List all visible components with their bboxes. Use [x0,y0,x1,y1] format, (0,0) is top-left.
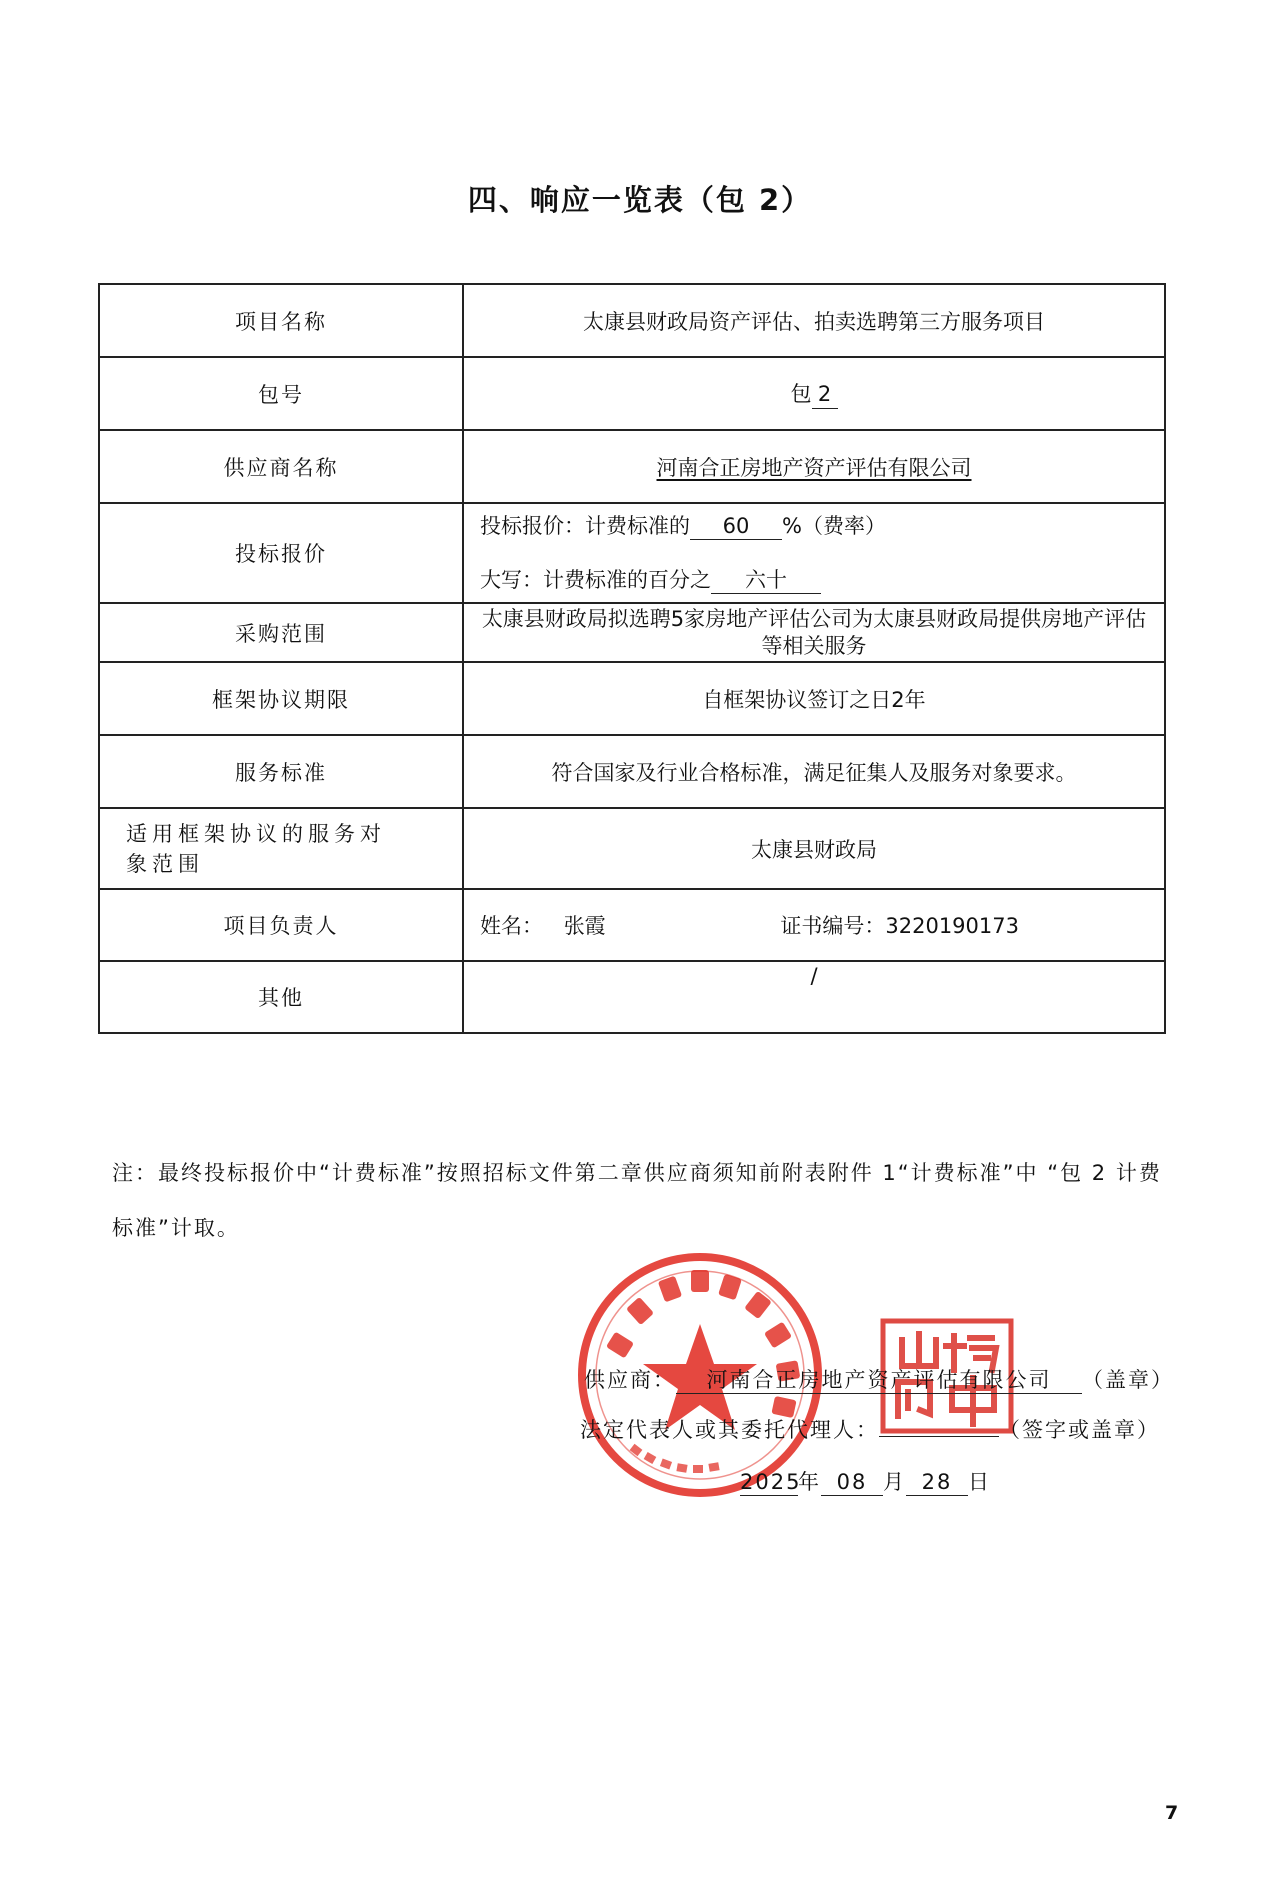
table-row [99,603,1165,662]
bid-rate-words: 六十 [711,568,821,594]
supplier-value [463,430,1165,503]
date-month: 08 [821,1470,883,1496]
table-row [99,357,1165,430]
bid-line-1 [480,509,1150,543]
supplier-label: 供应商名称 [99,430,463,503]
page-title: 四、响应一览表（包 2） [467,183,813,217]
rep-signature-blank [879,1436,999,1437]
package-value [463,357,1165,430]
project-name-label: 项目名称 [99,284,463,357]
table-row [99,961,1165,1033]
bid-line1-suffix: %（费率） [782,514,886,538]
table-row [99,735,1165,808]
bid-line2-prefix: 大写：计费标准的百分之 [480,568,711,592]
manager-name: 张霞 [563,914,606,938]
page-number: 7 [1165,1802,1179,1824]
standard-label: 服务标准 [99,735,463,808]
signature-rep-line [580,1414,1160,1444]
other-value: / [463,961,1165,1033]
date-day-unit: 日 [968,1470,991,1494]
table-row [99,503,1165,603]
package-label: 包号 [99,357,463,430]
table-row [99,284,1165,357]
term-label: 框架协议期限 [99,662,463,735]
supplier-name: 河南合正房地产资产评估有限公司 [656,455,972,480]
date-year: 2025 [740,1470,798,1496]
manager-name-label: 姓名： [480,914,543,938]
scope-label: 采购范围 [99,603,463,662]
bid-label: 投标报价 [99,503,463,603]
table-row [99,662,1165,735]
manager-cert-label: 证书编号： [780,914,886,938]
rep-label: 法定代表人或其委托代理人： [580,1418,879,1442]
supplier-sign-name: 河南合正房地产资产评估有限公司 [676,1368,1082,1394]
package-prefix: 包 [790,382,812,407]
standard-value: 符合国家及行业合格标准，满足征集人及服务对象要求。 [463,735,1165,808]
package-number: 2 [812,382,838,408]
other-label: 其他 [99,961,463,1033]
table-row [99,430,1165,503]
manager-cert-number: 3220190173 [885,914,1019,938]
bid-rate: 60 [690,514,782,540]
bid-line-2 [480,563,1150,597]
signature-date-line [740,1466,991,1496]
date-year-unit: 年 [798,1470,821,1494]
footnote: 注：最终投标报价中“计费标准”按照招标文件第二章供应商须知前附表附件 1“计费标准”中 “包 2 计费标准”计取。 [112,1161,1162,1240]
date-month-unit: 月 [883,1470,906,1494]
bid-line1-prefix: 投标报价：计费标准的 [480,514,690,538]
supplier-sign-suffix: （盖章） [1082,1368,1174,1392]
applicable-value: 太康县财政局 [463,808,1165,889]
bid-value [463,503,1165,603]
rep-suffix: （签字或盖章） [999,1418,1160,1442]
supplier-sign-label: 供应商： [584,1368,676,1392]
signature-supplier-line [584,1364,1174,1394]
response-table [98,283,1166,1034]
scope-value: 太康县财政局拟选聘5家房地产评估公司为太康县财政局提供房地产评估等相关服务 [463,603,1165,662]
manager-value [463,889,1165,961]
project-name-value: 太康县财政局资产评估、拍卖选聘第三方服务项目 [463,284,1165,357]
table-row [99,889,1165,961]
date-day: 28 [906,1470,968,1496]
term-value: 自框架协议签订之日2年 [463,662,1165,735]
table-row [99,808,1165,889]
applicable-label: 适用框架协议的服务对象范围 [99,808,463,889]
manager-label: 项目负责人 [99,889,463,961]
